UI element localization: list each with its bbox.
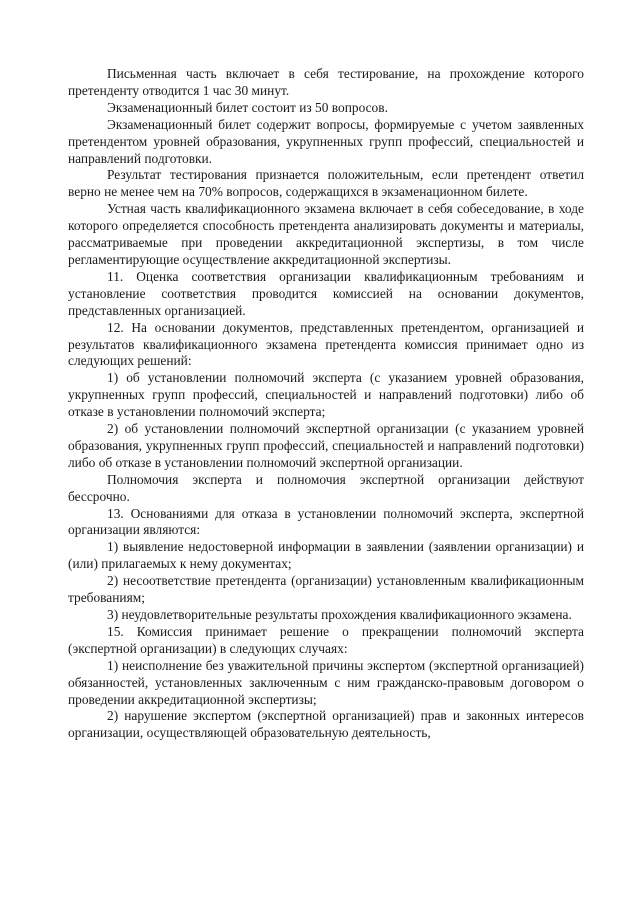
paragraph: Письменная часть включает в себя тестирование, на прохождение которого претенденту отводится 1 час 30 минут.: [68, 66, 584, 98]
paragraph: 13. Основаниями для отказа в установлении полномочий эксперта, экспертной организации являются:: [68, 505, 584, 538]
paragraph: 2) нарушение экспертом (экспертной организацией) прав и законных интересов организации, осуществляющей образовательную деятельность,: [68, 708, 584, 741]
paragraph: Экзаменационный билет содержит вопросы, формируемые с учетом заявленных претендентом уровней образования, укрупненных групп профессий, специальностей и направлений подготовки.: [68, 116, 584, 166]
paragraph: Экзаменационный билет состоит из 50 вопросов.: [107, 99, 388, 115]
paragraph: 2) несоответствие претендента (организации) установленным квалификационным требованиям;: [68, 573, 584, 606]
paragraph: 2) об установлении полномочий экспертной организации (с указанием уровней образования, укрупненных групп профессий, специальностей и направлений подготовки) либо об отказе в установлении полномочий экспертной организации.: [68, 421, 584, 470]
paragraph: 11. Оценка соответствия организации квалификационным требованиям и установление соответствия проводится комиссией на основании документов, представленных организацией.: [68, 268, 584, 318]
paragraph: 1) выявление недостоверной информации в заявлении (заявлении организации) и (или) прилагаемых к нему документах;: [68, 539, 584, 572]
paragraph: 12. На основании документов, представленных претендентом, организацией и результатов квалификационного экзамена претендента комиссия принимает одно из следующих решений:: [68, 319, 584, 369]
paragraph: Полномочия эксперта и полномочия экспертной организации действуют бессрочно.: [68, 471, 584, 504]
paragraph: 3) неудовлетворительные результаты прохождения квалификационного экзамена.: [107, 607, 572, 622]
paragraph: 15. Комиссия принимает решение о прекращении полномочий эксперта (экспертной организации) в следующих случаях:: [68, 623, 584, 656]
paragraph: Устная часть квалификационного экзамена включает в себя собеседование, в ходе которого определяется способность претендента анализировать документы и материалы, рассматриваемые при проведении аккредитационной экспертизы, в том числе регламентирующие осуществление аккредитационной экспертизы.: [68, 201, 584, 267]
paragraph: 1) об установлении полномочий эксперта (с указанием уровней образования, укрупненных групп профессий, специальностей и направлений подготовки) либо об отказе в установлении полномочий эксперта;: [68, 370, 584, 420]
paragraph: 1) неисполнение без уважительной причины экспертом (экспертной организацией) обязанностей, установленных заключенным с ним гражданско-правовым договором о проведении аккредитационной экспертизы;: [68, 657, 584, 707]
document-body: [68, 66, 584, 742]
paragraph: Результат тестирования признается положительным, если претендент ответил верно не менее чем на 70% вопросов, содержащихся в экзаменационном билете.: [68, 167, 584, 200]
